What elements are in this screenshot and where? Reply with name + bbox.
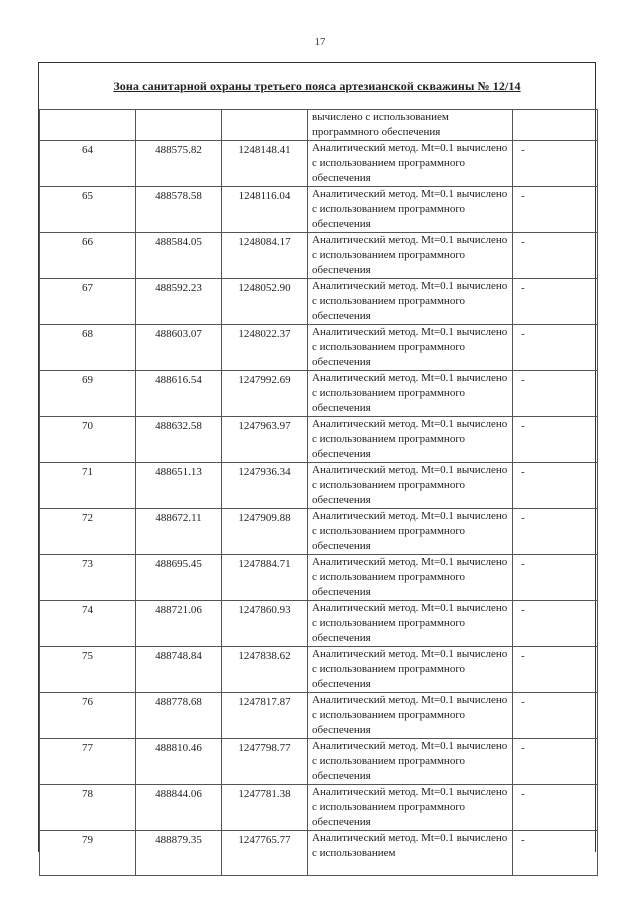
cell-num: 67: [40, 279, 136, 325]
table-row: [40, 325, 598, 371]
cell-y: 1247992.69: [222, 371, 308, 417]
cell-x: 488695.45: [136, 555, 222, 601]
cell-x: 488592.23: [136, 279, 222, 325]
table-row: [40, 785, 598, 831]
cell-y: 1248084.17: [222, 233, 308, 279]
cell-x: [136, 110, 222, 141]
cell-y: 1248052.90: [222, 279, 308, 325]
cell-num: 69: [40, 371, 136, 417]
cell-method: Аналитический метод. Mt=0.1 вычислено с использованием программного обеспечения: [308, 601, 513, 647]
cell-y: 1248022.37: [222, 325, 308, 371]
cell-y: 1247860.93: [222, 601, 308, 647]
cell-x: 488616.54: [136, 371, 222, 417]
cell-method: Аналитический метод. Mt=0.1 вычислено с использованием программного обеспечения: [308, 279, 513, 325]
cell-y: 1248148.41: [222, 141, 308, 187]
cell-method: Аналитический метод. Mt=0.1 вычислено с использованием программного обеспечения: [308, 509, 513, 555]
table-row: [40, 371, 598, 417]
cell-method: Аналитический метод. Mt=0.1 вычислено с использованием программного обеспечения: [308, 233, 513, 279]
cell-desc: -: [513, 831, 598, 876]
table-row: [40, 141, 598, 187]
table-row: [40, 463, 598, 509]
table-row: [40, 555, 598, 601]
cell-y: 1247798.77: [222, 739, 308, 785]
cell-method: Аналитический метод. Mt=0.1 вычислено с использованием программного обеспечения: [308, 141, 513, 187]
cell-method: вычислено с использованием программного обеспечения: [308, 110, 513, 141]
cell-x: 488603.07: [136, 325, 222, 371]
cell-method: Аналитический метод. Mt=0.1 вычислено с использованием программного обеспечения: [308, 187, 513, 233]
cell-desc: -: [513, 555, 598, 601]
cell-num: 70: [40, 417, 136, 463]
cell-num: 65: [40, 187, 136, 233]
cell-method: Аналитический метод. Mt=0.1 вычислено с использованием программного обеспечения: [308, 371, 513, 417]
cell-y: 1247909.88: [222, 509, 308, 555]
cell-y: 1247963.97: [222, 417, 308, 463]
cell-x: 488810.46: [136, 739, 222, 785]
table-row: [40, 693, 598, 739]
cell-num: [40, 110, 136, 141]
cell-y: 1247936.34: [222, 463, 308, 509]
cell-desc: -: [513, 417, 598, 463]
cell-desc: -: [513, 509, 598, 555]
cell-desc: -: [513, 739, 598, 785]
cell-x: 488575.82: [136, 141, 222, 187]
cell-x: 488672.11: [136, 509, 222, 555]
cell-method: Аналитический метод. Mt=0.1 вычислено с использованием: [308, 831, 513, 876]
cell-desc: -: [513, 279, 598, 325]
cell-x: 488844.06: [136, 785, 222, 831]
cell-num: 68: [40, 325, 136, 371]
coordinates-table-body: [40, 110, 598, 876]
cell-desc: -: [513, 325, 598, 371]
cell-x: 488632.58: [136, 417, 222, 463]
table-row: [40, 831, 598, 876]
cell-method: Аналитический метод. Mt=0.1 вычислено с использованием программного обеспечения: [308, 325, 513, 371]
cell-desc: -: [513, 647, 598, 693]
cell-num: 75: [40, 647, 136, 693]
cell-num: 76: [40, 693, 136, 739]
cell-x: 488651.13: [136, 463, 222, 509]
cell-desc: -: [513, 463, 598, 509]
table-row: [40, 739, 598, 785]
cell-x: 488721.06: [136, 601, 222, 647]
cell-y: 1247781.38: [222, 785, 308, 831]
cell-x: 488879.35: [136, 831, 222, 876]
cell-desc: -: [513, 187, 598, 233]
cell-desc: -: [513, 141, 598, 187]
cell-desc: -: [513, 233, 598, 279]
cell-method: Аналитический метод. Mt=0.1 вычислено с использованием программного обеспечения: [308, 555, 513, 601]
cell-method: Аналитический метод. Mt=0.1 вычислено с использованием программного обеспечения: [308, 739, 513, 785]
coordinates-table: [39, 109, 598, 876]
cell-num: 64: [40, 141, 136, 187]
cell-desc: -: [513, 785, 598, 831]
cell-desc: -: [513, 371, 598, 417]
table-row: [40, 417, 598, 463]
cell-x: 488748.84: [136, 647, 222, 693]
cell-y: [222, 110, 308, 141]
document-frame: [38, 62, 596, 859]
cell-y: 1247884.71: [222, 555, 308, 601]
table-heading: Зона санитарной охраны третьего пояса артезианской скважины № 12/14: [113, 78, 521, 93]
cell-num: 78: [40, 785, 136, 831]
cell-num: 66: [40, 233, 136, 279]
table-row: [40, 647, 598, 693]
cell-desc: [513, 110, 598, 141]
cell-x: 488584.05: [136, 233, 222, 279]
cell-method: Аналитический метод. Mt=0.1 вычислено с использованием программного обеспечения: [308, 647, 513, 693]
cell-num: 72: [40, 509, 136, 555]
cell-num: 79: [40, 831, 136, 876]
table-row-continued: [40, 110, 598, 141]
cell-y: 1248116.04: [222, 187, 308, 233]
cell-y: 1247817.87: [222, 693, 308, 739]
cell-x: 488778.68: [136, 693, 222, 739]
cell-y: 1247838.62: [222, 647, 308, 693]
cell-method: Аналитический метод. Mt=0.1 вычислено с использованием программного обеспечения: [308, 417, 513, 463]
cell-method: Аналитический метод. Mt=0.1 вычислено с использованием программного обеспечения: [308, 463, 513, 509]
table-row: [40, 233, 598, 279]
cell-num: 77: [40, 739, 136, 785]
table-row: [40, 279, 598, 325]
cell-method: Аналитический метод. Mt=0.1 вычислено с использованием программного обеспечения: [308, 693, 513, 739]
cell-y: 1247765.77: [222, 831, 308, 876]
table-row: [40, 187, 598, 233]
cell-num: 74: [40, 601, 136, 647]
cell-desc: -: [513, 693, 598, 739]
table-row: [40, 509, 598, 555]
cell-method: Аналитический метод. Mt=0.1 вычислено с использованием программного обеспечения: [308, 785, 513, 831]
table-row: [40, 601, 598, 647]
cell-desc: -: [513, 601, 598, 647]
cell-x: 488578.58: [136, 187, 222, 233]
cell-num: 71: [40, 463, 136, 509]
page-number: 17: [314, 36, 326, 48]
cell-num: 73: [40, 555, 136, 601]
